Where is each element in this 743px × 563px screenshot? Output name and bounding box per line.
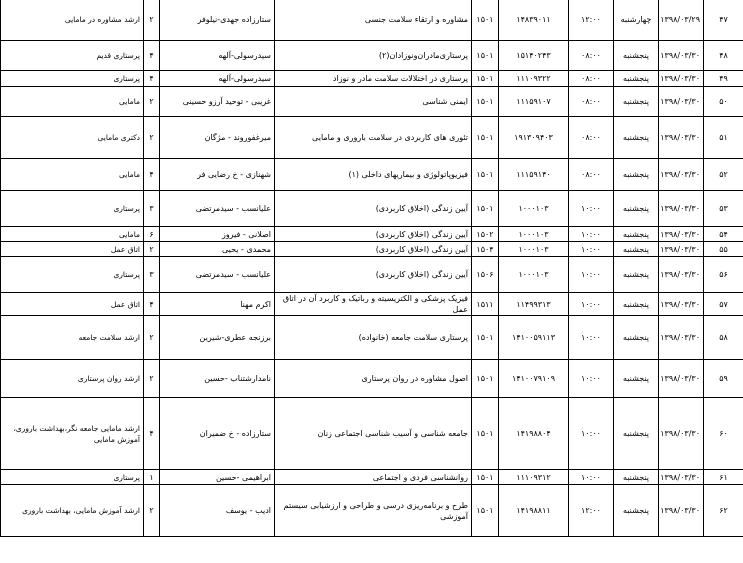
exam-time: ۱۰:۰۰: [569, 398, 614, 470]
row-number: ۴۷: [704, 0, 743, 41]
table-row: [1, 87, 743, 117]
group-code: ۱۵۰۱: [472, 191, 499, 227]
course-code: ۱۴۱۰۰۷۹۱۰۹: [499, 360, 569, 398]
table-row: [1, 316, 743, 360]
table-row: [1, 293, 743, 316]
units-count: ۲: [144, 242, 160, 257]
instructor-name: ستارزاده - خ ضمیران: [160, 398, 275, 470]
exam-date: ۱۳۹۸/۰۳/۳۰: [659, 191, 704, 227]
study-field: ارشد آموزش مامایی، بهداشت باروری: [1, 485, 144, 537]
course-name: طرح و برنامه‌ریزی درسی و طراحی و ارزشیابی سیستم آموزشی: [275, 485, 472, 537]
exam-date: ۱۳۹۸/۰۳/۳۰: [659, 159, 704, 191]
units-count: ۴: [144, 293, 160, 316]
instructor-name: غریبی - توحید آرزو حسینی: [160, 87, 275, 117]
exam-day: پنجشنبه: [614, 227, 659, 242]
course-code: ۱۵۱۴۰۲۴۳: [499, 41, 569, 71]
course-code: ۱۰۰۰۱۰۳: [499, 191, 569, 227]
course-name: پرستاری سلامت جامعه (خانواده): [275, 316, 472, 360]
units-count: ۳: [144, 191, 160, 227]
units-count: ۳: [144, 257, 160, 293]
group-code: ۱۵۰۲: [472, 227, 499, 242]
group-code: ۱۵۰۱: [472, 87, 499, 117]
group-code: ۱۵۰۱: [472, 159, 499, 191]
exam-day: پنجشنبه: [614, 159, 659, 191]
units-count: ۴: [144, 71, 160, 87]
course-code: ۱۴۱۹۸۸۰۴: [499, 398, 569, 470]
group-code: ۱۵۰۴: [472, 242, 499, 257]
instructor-name: سیدرسولی-آلهه: [160, 41, 275, 71]
exam-day: پنجشنبه: [614, 470, 659, 485]
course-code: ۱۱۱۰۹۳۲۲: [499, 71, 569, 87]
instructor-name: میرغفوروند - مژگان: [160, 117, 275, 159]
study-field: اتاق عمل: [1, 242, 144, 257]
instructor-name: سیدرسولی-آلهه: [160, 71, 275, 87]
exam-date: ۱۳۹۸/۰۳/۳۰: [659, 257, 704, 293]
exam-date: ۱۳۹۸/۰۳/۳۰: [659, 316, 704, 360]
course-name: پرستاری در اختلالات سلامت مادر و نوزاد: [275, 71, 472, 87]
row-number: ۵۰: [704, 87, 743, 117]
instructor-name: اکرم مهنا: [160, 293, 275, 316]
study-field: پرستاری: [1, 71, 144, 87]
exam-day: پنجشنبه: [614, 87, 659, 117]
course-code: ۱۰۰۰۱۰۳: [499, 257, 569, 293]
units-count: ۴: [144, 159, 160, 191]
exam-date: ۱۳۹۸/۰۳/۳۰: [659, 41, 704, 71]
exam-time: ۱۰:۰۰: [569, 316, 614, 360]
exam-date: ۱۳۹۸/۰۳/۲۹: [659, 0, 704, 41]
exam-time: ۱۰:۰۰: [569, 191, 614, 227]
exam-day: پنجشنبه: [614, 257, 659, 293]
exam-date: ۱۳۹۸/۰۳/۳۰: [659, 485, 704, 537]
exam-date: ۱۳۹۸/۰۳/۳۰: [659, 242, 704, 257]
study-field: ارشد سلامت جامعه: [1, 316, 144, 360]
study-field: ارشد مشاوره در مامایی: [1, 0, 144, 41]
course-name: آیین زندگی (اخلاق کاربردی): [275, 191, 472, 227]
table-row: [1, 191, 743, 227]
units-count: ۲: [144, 316, 160, 360]
exam-day: پنجشنبه: [614, 242, 659, 257]
study-field: پرستاری: [1, 470, 144, 485]
units-count: ۶: [144, 227, 160, 242]
course-name: آیین زندگی (اخلاق کاربردی): [275, 227, 472, 242]
units-count: ۲: [144, 87, 160, 117]
exam-day: پنجشنبه: [614, 41, 659, 71]
row-number: ۵۹: [704, 360, 743, 398]
exam-time: ۱۰:۰۰: [569, 360, 614, 398]
units-count: ۲: [144, 117, 160, 159]
course-code: ۱۴۸۳۹۰۱۱: [499, 0, 569, 41]
course-name: اصول مشاوره در روان پرستاری: [275, 360, 472, 398]
course-name: فیزیوپاتولوژی و بیماریهای داخلی (۱): [275, 159, 472, 191]
exam-time: ۱۰:۰۰: [569, 293, 614, 316]
exam-date: ۱۳۹۸/۰۳/۳۰: [659, 71, 704, 87]
exam-date: ۱۳۹۸/۰۳/۳۰: [659, 470, 704, 485]
study-field: مامایی: [1, 87, 144, 117]
table-row: [1, 159, 743, 191]
course-code: ۱۱۱۰۹۳۱۲: [499, 470, 569, 485]
units-count: ۴: [144, 41, 160, 71]
exam-day: پنجشنبه: [614, 71, 659, 87]
study-field: پرستاری: [1, 191, 144, 227]
table-row: [1, 0, 743, 41]
study-field: ارشد روان پرستاری: [1, 360, 144, 398]
instructor-name: علیانسب - سیدمرتضی: [160, 257, 275, 293]
group-code: ۱۵۰۱: [472, 71, 499, 87]
table-row: [1, 398, 743, 470]
units-count: ۲: [144, 485, 160, 537]
study-field: مامایی: [1, 159, 144, 191]
instructor-name: ابراهیمی -حسین: [160, 470, 275, 485]
instructor-name: برزنجه عطری-شیرین: [160, 316, 275, 360]
exam-time: ۱۰:۰۰: [569, 257, 614, 293]
row-number: ۵۴: [704, 227, 743, 242]
group-code: ۱۵۰۱: [472, 117, 499, 159]
study-field: دکتری مامایی: [1, 117, 144, 159]
instructor-name: شهنازی - خ رضایی فر: [160, 159, 275, 191]
row-number: ۵۲: [704, 159, 743, 191]
study-field: ارشد مامایی جامعه نگر،بهداشت باروری، آموزش مامایی: [1, 398, 144, 470]
exam-rows: [1, 0, 743, 537]
group-code: ۱۵۰۱: [472, 316, 499, 360]
table-row: [1, 227, 743, 242]
units-count: ۴: [144, 398, 160, 470]
course-name: آیین زندگی (اخلاق کاربردی): [275, 242, 472, 257]
exam-time: ۰۸:۰۰: [569, 41, 614, 71]
study-field: پرستاری قدیم: [1, 41, 144, 71]
exam-day: پنجشنبه: [614, 398, 659, 470]
group-code: ۱۵۰۱: [472, 485, 499, 537]
exam-day: پنجشنبه: [614, 360, 659, 398]
course-code: ۱۱۴۹۹۳۱۳: [499, 293, 569, 316]
course-code: ۱۴۱۰۰۵۹۱۱۳: [499, 316, 569, 360]
row-number: ۴۹: [704, 71, 743, 87]
instructor-name: علیانسب - سیدمرتضی: [160, 191, 275, 227]
instructor-name: ستارزاده جهدی-نیلوفر: [160, 0, 275, 41]
instructor-name: ادیب - یوسف: [160, 485, 275, 537]
table-row: [1, 257, 743, 293]
exam-time: ۱۰:۰۰: [569, 470, 614, 485]
row-number: ۶۰: [704, 398, 743, 470]
group-code: ۱۵۰۱: [472, 398, 499, 470]
group-code: ۱۵۰۱: [472, 360, 499, 398]
course-code: ۱۰۰۰۱۰۳: [499, 227, 569, 242]
table-row: [1, 360, 743, 398]
course-name: پرستاری‌مادران‌ونوزادان(۲): [275, 41, 472, 71]
row-number: ۵۶: [704, 257, 743, 293]
table-row: [1, 71, 743, 87]
group-code: ۱۵۰۶: [472, 257, 499, 293]
course-name: روانشناسی فردی و اجتماعی: [275, 470, 472, 485]
exam-time: ۰۸:۰۰: [569, 71, 614, 87]
course-code: ۱۱۱۵۹۱۰۷: [499, 87, 569, 117]
units-count: ۱: [144, 470, 160, 485]
course-name: آیین زندگی (اخلاق کاربردی): [275, 257, 472, 293]
table-row: [1, 117, 743, 159]
exam-time: ۰۸:۰۰: [569, 117, 614, 159]
row-number: ۵۷: [704, 293, 743, 316]
instructor-name: نامدارشتناب -حسین: [160, 360, 275, 398]
study-field: پرستاری: [1, 257, 144, 293]
units-count: ۲: [144, 0, 160, 41]
exam-day: پنجشنبه: [614, 117, 659, 159]
row-number: ۵۵: [704, 242, 743, 257]
exam-time: ۱۲:۰۰: [569, 485, 614, 537]
exam-day: پنجشنبه: [614, 191, 659, 227]
exam-date: ۱۳۹۸/۰۳/۳۰: [659, 87, 704, 117]
table-row: [1, 41, 743, 71]
exam-time: ۱۰:۰۰: [569, 227, 614, 242]
exam-date: ۱۳۹۸/۰۳/۳۰: [659, 117, 704, 159]
row-number: ۶۱: [704, 470, 743, 485]
course-code: ۱۰۰۰۱۰۳: [499, 242, 569, 257]
row-number: ۴۸: [704, 41, 743, 71]
instructor-name: اصلانی - فیروز: [160, 227, 275, 242]
exam-date: ۱۳۹۸/۰۳/۳۰: [659, 398, 704, 470]
group-code: ۱۵۰۱: [472, 470, 499, 485]
course-name: ایمنی شناسی: [275, 87, 472, 117]
exam-time: ۱۲:۰۰: [569, 0, 614, 41]
course-name: مشاوره و ارتقاء سلامت جنسی: [275, 0, 472, 41]
exam-date: ۱۳۹۸/۰۳/۳۰: [659, 360, 704, 398]
course-code: ۱۱۱۵۹۱۴۰: [499, 159, 569, 191]
exam-day: پنجشنبه: [614, 485, 659, 537]
course-name: جامعه شناسی و آسیب شناسی اجتماعی زنان: [275, 398, 472, 470]
exam-date: ۱۳۹۸/۰۳/۳۰: [659, 293, 704, 316]
table-row: [1, 470, 743, 485]
row-number: ۶۲: [704, 485, 743, 537]
table-row: [1, 242, 743, 257]
course-name: فیزیک پزشکی و الکتریسیته و رباتیک و کاربرد آن در اتاق عمل: [275, 293, 472, 316]
exam-time: ۰۸:۰۰: [569, 87, 614, 117]
exam-time: ۰۸:۰۰: [569, 159, 614, 191]
exam-date: ۱۳۹۸/۰۳/۳۰: [659, 227, 704, 242]
exam-day: پنجشنبه: [614, 316, 659, 360]
row-number: ۵۱: [704, 117, 743, 159]
instructor-name: محمدی - یحیی: [160, 242, 275, 257]
group-code: ۱۵۰۱: [472, 41, 499, 71]
row-number: ۵۳: [704, 191, 743, 227]
row-number: ۵۸: [704, 316, 743, 360]
course-code: ۱۴۱۹۸۸۱۱: [499, 485, 569, 537]
course-code: ۱۹۱۳۰۹۴۰۳: [499, 117, 569, 159]
exam-day: چهارشنبه: [614, 0, 659, 41]
units-count: ۲: [144, 360, 160, 398]
exam-day: پنجشنبه: [614, 293, 659, 316]
group-code: ۱۵۰۱: [472, 0, 499, 41]
exam-time: ۱۰:۰۰: [569, 242, 614, 257]
study-field: اتاق عمل: [1, 293, 144, 316]
study-field: مامایی: [1, 227, 144, 242]
table-row: [1, 485, 743, 537]
course-name: تئوری های کاربردی در سلامت باروری و مامایی: [275, 117, 472, 159]
group-code: ۱۵۱۱: [472, 293, 499, 316]
